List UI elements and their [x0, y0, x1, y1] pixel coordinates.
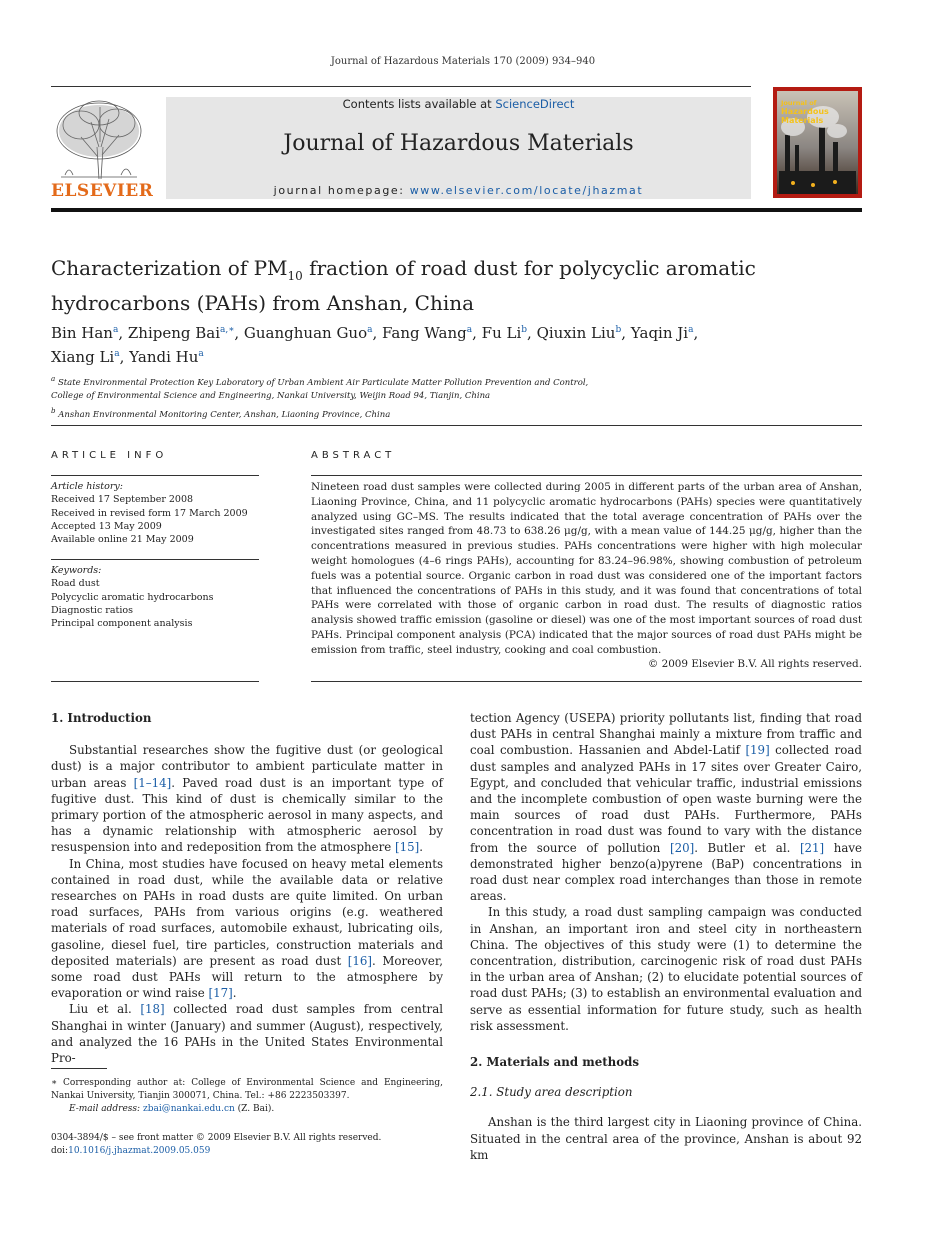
elsevier-wordmark: ELSEVIER [51, 181, 154, 201]
right-column [470, 710, 862, 1163]
abstract-heading: ABSTRACT [311, 450, 396, 461]
author[interactable]: Fang Wang$^a$ [382, 324, 473, 342]
author[interactable]: Yaqin Ji$^a$ [630, 324, 694, 342]
online-date: Available online 21 May 2009 [51, 534, 194, 546]
accepted-date: Accepted 13 May 2009 [51, 520, 162, 532]
abstract-bottom-rule [311, 681, 862, 682]
email-link[interactable]: zbai@nankai.edu.cn [142, 1104, 235, 1114]
author[interactable]: Bin Han$^a$ [51, 324, 119, 342]
homepage-link[interactable]: www.elsevier.com/locate/jhazmat [409, 184, 644, 197]
cover-title-line2: Hazardous [781, 107, 829, 116]
citation-link[interactable]: [19] [745, 743, 770, 758]
doi-line: doi:10.1016/j.jhazmat.2009.05.059 [51, 1146, 211, 1156]
keyword: Principal component analysis [51, 618, 193, 630]
journal-homepage [166, 184, 751, 197]
author[interactable]: Yandi Hu$^a$ [129, 348, 204, 366]
left-column [51, 710, 443, 1066]
keywords [51, 564, 259, 630]
article-title [51, 255, 831, 317]
abstract-rule [311, 475, 862, 476]
header-thick-rule [51, 208, 862, 212]
front-matter-note [51, 1132, 551, 1158]
citation-link[interactable]: [16] [347, 953, 372, 968]
revised-date: Received in revised form 17 March 2009 [51, 507, 248, 519]
author-list: Bin Han$^a$, Zhipeng Bai$^{a,∗}$, Guanghuan Guo$^a$, Fang Wang$^a$, Fu Li$^b$, Qiuxin Liu$^b$, Yaqin Ji$^a$, Xiang Li$^a$, Yandi Hu$^a$ [51, 324, 699, 366]
journal-cover [773, 87, 862, 198]
methods-paragraph-1: Anshan is the third largest city in Liaoning province of China. Situated in the central area of the province, Anshan is about 92 km [470, 1115, 862, 1162]
citation-link[interactable]: [17] [208, 986, 233, 1001]
citation-link[interactable]: [21] [799, 840, 825, 855]
abstract-text: Nineteen road dust samples were collected during 2005 in different parts of the urban area of Anshan, Liaoning Province, China, and 11 polycyclic aromatic hydrocarbons (PAHs) species were quantitatively analyzed using GC–MS. The results indicated that the total average concentration of PAHs over the investigated sites ranged from 48.73 to 638.26 μg/g, with a mean value of 144.25 μg/g, higher than the concentrations measured in previous studies. PAHs concentrations were higher with high molecular weight homologues (4–6 rings PAHs), accounting for 83.24–96.98%, showing combustion of petroleum fuels was a potential source. Organic carbon in road dust was considered one of the important factors that influenced the concentrations of PAHs in this study, and it was found that concentrations of total PAHs were correlated with those of organic carbon in road dust. The results of diagnostic ratios analysis showed traffic emission (gasoline or diesel) was one of the most important sources of road dust PAHs. Principal component analysis (PCA) indicated that the major sources of road dust PAHs might be emission from traffic, steel industry, cooking and coal combustion. [311, 481, 862, 656]
intro-paragraph-2: In China, most studies have focused on heavy metal elements contained in road dust, while the available data or relative researches on PAHs in road dusts are quite limited. On urban road surfaces, PAHs from various origins (e.g. weathered materials of road surfaces, automobile exhaust, lubricating oils, gasoline, diesel fuel, tire particles, construction materials and deposited materials) are present as road dust [16]. Moreover, some road dust PAHs will return to the atmosphere by evaporation or wind raise [17]. [51, 856, 443, 1001]
history-label: Article history: [51, 481, 123, 492]
affiliation-b: $^b$ Anshan Environmental Monitoring Center, Anshan, Liaoning Province, China [51, 405, 391, 420]
article-info-heading: ARTICLE INFO [51, 450, 168, 461]
affiliation-a: $^a$ State Environmental Protection Key Laboratory of Urban Ambient Air Particulate Matter Pollution Prevention and Control, [51, 374, 589, 388]
keywords-rule [51, 559, 259, 560]
introduction-heading: 1. Introduction [51, 711, 152, 725]
intro-paragraph-3-cont: tection Agency (USEPA) priority pollutants list, finding that road dust PAHs in central Shanghai mainly a mixture from traffic and coal combustion. Hassanien and Abdel-Latif [19] collected road dust samples and analyzed PAHs in 17 sites over Greater Cairo, Egypt, and concluded that vehicular traffic, industrial emissions and the incomplete combustion of open waste burning were the main sources of road dust PAHs. Furthermore, PAHs concentration in road dust was found to vary with the distance from the source of pollution [20]. Butler et al. [21] have demonstrated higher benzo(a)pyrene (BaP) concentrations in road dust near complex road interchanges than those in remote areas. [470, 711, 863, 904]
title-subscript: 10 [287, 269, 303, 283]
running-head: Journal of Hazardous Materials 170 (2009) 934–940 [330, 56, 596, 67]
footnote-rule [51, 1068, 107, 1069]
sciencedirect-link[interactable]: ScienceDirect [495, 97, 575, 111]
author[interactable]: Zhipeng Bai$^{a,∗}$ [127, 324, 235, 342]
email-line: E-mail address: zbai@nankai.edu.cn (Z. Bai). [69, 1104, 275, 1114]
tree-icon [51, 97, 147, 181]
article-info-rule [51, 475, 259, 476]
study-area-subheading: 2.1. Study area description [470, 1085, 633, 1100]
cover-title-line3: Materials [781, 116, 824, 125]
cover-title-line1: Journal of [781, 99, 817, 107]
intro-paragraph-1: Substantial researches show the fugitive dust (or geological dust) is a major contributor to ambient particulate matter in urban areas [1–14]. Paved road dust is an important type of fugitive dust. This kind of dust is chemically similar to the primary portion of the atmospheric aerosol in many aspects, and has a dynamic relationship with atmospheric aerosol by resuspension into and redeposition from the atmosphere [15]. [51, 743, 443, 855]
corresponding-author-note [51, 1077, 443, 1116]
affiliations [51, 372, 831, 422]
methods-heading: 2. Materials and methods [470, 1055, 639, 1070]
keyword: Polycyclic aromatic hydrocarbons [51, 591, 214, 603]
citation-link[interactable]: [20] [669, 840, 695, 855]
author[interactable]: Fu Li$^b$ [481, 324, 528, 342]
doi-link[interactable]: 10.1016/j.jhazmat.2009.05.059 [68, 1146, 211, 1156]
citation-link[interactable]: [18] [140, 1002, 165, 1017]
affiliation-rule [51, 425, 862, 426]
journal-title: Journal of Hazardous Materials [283, 131, 634, 156]
keyword: Diagnostic ratios [51, 604, 133, 616]
intro-paragraph-3: Liu et al. [18] collected road dust samples from central Shanghai in winter (January) and summer (August), respectively, and analyzed the 16 PAHs in the United States Environmental Pro- [51, 1002, 444, 1066]
contents-prefix: Contents lists available at [342, 97, 496, 111]
title-part1: Characterization of PM [51, 256, 288, 280]
contents-line [166, 97, 751, 111]
issn-line: 0304-3894/$ – see front matter © 2009 Elsevier B.V. All rights reserved. [51, 1133, 382, 1143]
author[interactable]: Guanghuan Guo$^a$ [243, 324, 373, 342]
homepage-prefix: journal homepage: [273, 184, 410, 197]
citation-link[interactable]: [1–14] [133, 775, 172, 790]
author[interactable]: Xiang Li$^a$ [51, 348, 120, 366]
journal-banner [166, 97, 751, 199]
author[interactable]: Qiuxin Liu$^b$ [536, 324, 622, 342]
affiliation-a-cont: College of Environmental Science and Engineering, Nankai University, Weijin Road 94, Tianjin, China [51, 391, 491, 402]
abstract-copyright: © 2009 Elsevier B.V. All rights reserved. [647, 658, 862, 670]
corresponding-author: ∗ Corresponding author at: College of Environmental Science and Engineering, Nankai University, Tianjin 300071, China. Tel.: +86 2223503397. [51, 1078, 443, 1101]
elsevier-logo [51, 97, 154, 201]
header-rule [51, 86, 751, 87]
article-history [51, 480, 259, 546]
keyword: Road dust [51, 578, 100, 590]
received-date: Received 17 September 2008 [51, 494, 194, 506]
title-part2: fraction of road dust for polycyclic aromatic hydrocarbons (PAHs) from Anshan, China [51, 256, 756, 315]
keywords-label: Keywords: [51, 565, 102, 576]
article-info-bottom-rule [51, 681, 259, 682]
intro-paragraph-4: In this study, a road dust sampling campaign was conducted in Anshan, an important iron and steel city in northeastern China. The objectives of this study were (1) to determine the concentration, distribution, carcinogenic risk of road dust PAHs in the urban area of Anshan; (2) to elucidate potential sources of road dust PAHs; (3) to establish an environmental evaluation and serve as essential information for future study, such as health risk assessment. [470, 905, 862, 1033]
citation-link[interactable]: [15] [394, 840, 420, 855]
